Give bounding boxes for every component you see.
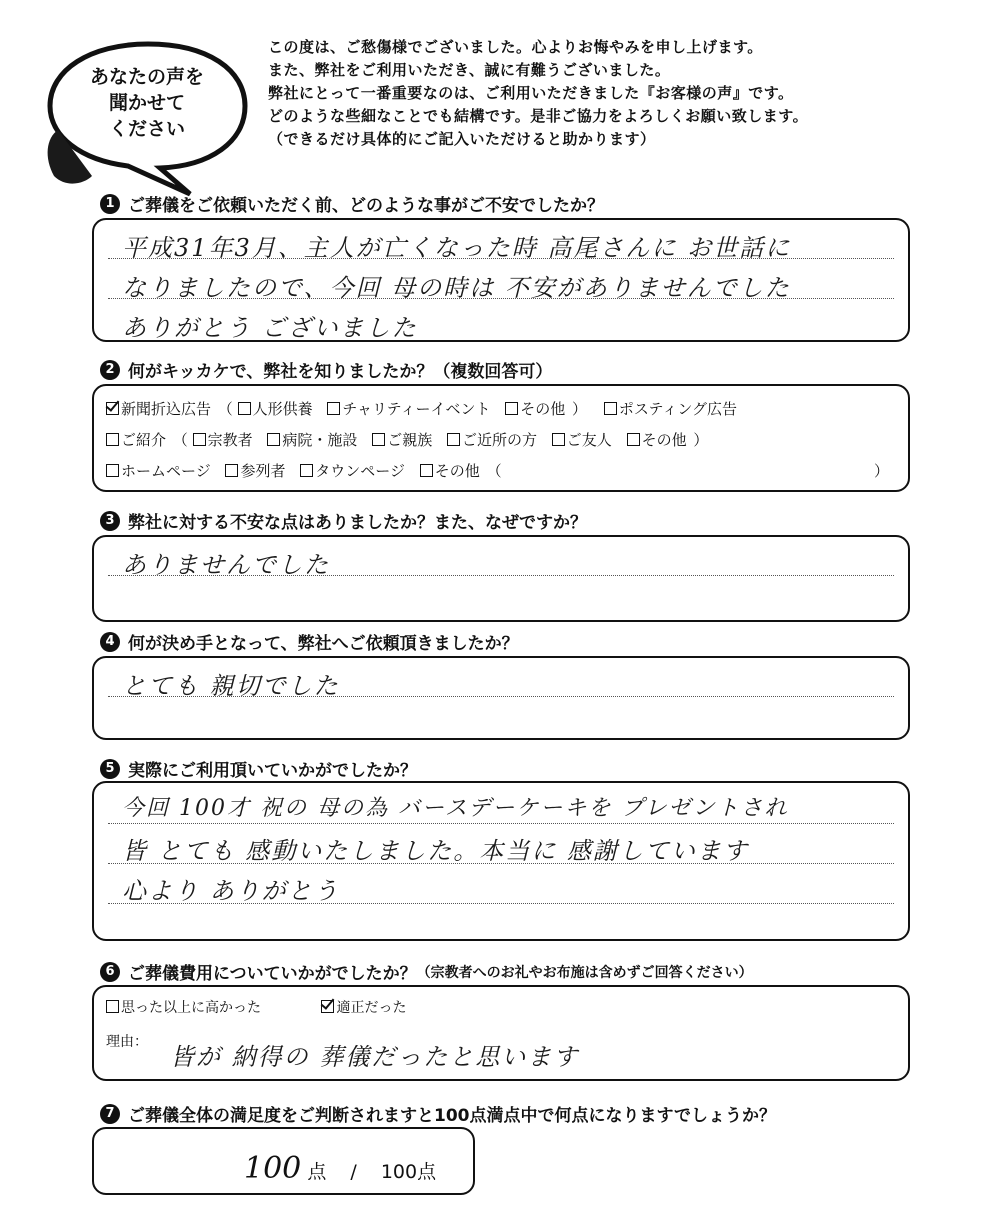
options-row-1 [106,398,747,419]
checkbox-icon[interactable] [300,464,313,477]
paren-open: （ [217,400,233,418]
question-number: 2 [100,360,120,380]
handwritten-answer: 今回 100才 祝の 母の為 バースデーケーキを プレゼントされ [122,796,789,821]
question-text: 実際にご利用頂いていかがでしたか？ [128,761,417,781]
option-posting-ad[interactable]: ポスティング広告 [604,398,737,419]
option-doll-memorial[interactable]: 人形供養 [238,398,313,419]
question-number: 5 [100,759,120,779]
intro-line: （できるだけ具体的にご記入いただけると助かります） [268,130,656,148]
intro-line: また、弊社をご利用いただき、誠に有難うございました。 [268,61,671,79]
handwritten-score[interactable]: 100 [244,1151,302,1186]
option-referral[interactable]: ご紹介 [106,429,166,450]
question-number: 3 [100,511,120,531]
handwritten-answer: ありがとう ございました [122,314,418,342]
question-number: 4 [100,632,120,652]
checkbox-icon[interactable] [238,402,251,415]
checkbox-icon[interactable] [225,464,238,477]
option-other-referral[interactable]: その他 [627,429,687,450]
handwritten-answer: 皆 とても 感動いたしました。本当に 感謝しています [122,837,749,865]
checkbox-icon[interactable] [505,402,518,415]
option-relatives[interactable]: ご親族 [372,429,432,450]
checkbox-icon[interactable] [552,433,565,446]
question-text: 弊社に対する不安な点はありましたか？また、なぜですか？ [128,513,587,533]
reason-label: 理由： [106,1034,148,1050]
option-homepage[interactable]: ホームページ [106,460,211,481]
option-townpage[interactable]: タウンページ [300,460,405,481]
intro-line: この度は、ご愁傷様でございました。心よりお悔やみを申し上げます。 [268,38,763,56]
handwritten-answer: 平成31年3月、主人が亡くなった時 高尾さんに お世話に [122,234,792,262]
option-friends[interactable]: ご友人 [552,429,612,450]
bubble-line: ください [108,118,185,140]
cost-options [106,997,416,1017]
question-1 [100,191,604,216]
checkbox-checked-icon[interactable] [321,1000,334,1013]
question-7 [100,1101,776,1126]
checkbox-icon[interactable] [267,433,280,446]
checkbox-icon[interactable] [420,464,433,477]
question-number: 7 [100,1104,120,1124]
checkbox-icon[interactable] [627,433,640,446]
score-unit: 点 [307,1161,327,1183]
handwritten-answer: とても 親切でした [122,672,340,700]
paren-close: ） [693,431,709,449]
option-neighbors[interactable]: ご近所の方 [447,429,537,450]
question-5 [100,756,417,781]
options-row-3 [106,460,502,481]
answer-box-5[interactable] [92,781,910,941]
question-text: 何が決め手となって、弊社へご依頼頂きましたか？ [128,634,519,654]
checkbox-checked-icon[interactable] [106,402,119,415]
option-hospital[interactable]: 病院・施設 [267,429,357,450]
answer-box-6 [92,985,910,1081]
score-slash: / [350,1161,357,1183]
handwritten-reason[interactable]: 皆が 納得の 葬儀だったと思います [170,1043,580,1071]
intro-line: どのような些細なことでも結構です。是非ご協力をよろしくお願い致します。 [268,107,809,125]
intro-line: 弊社にとって一番重要なのは、ご利用いただきました『お客様の声』です。 [268,84,794,102]
handwritten-answer: ありませんでした [122,551,330,579]
question-number: 1 [100,194,120,214]
checkbox-icon[interactable] [106,433,119,446]
answer-box-4[interactable] [92,656,910,740]
paren-close: ） [572,400,588,418]
checkbox-icon[interactable] [106,464,119,477]
score-box[interactable] [92,1127,475,1195]
checkbox-icon[interactable] [106,1000,119,1013]
question-note: （宗教者へのお礼やお布施は含めずご回答ください） [416,964,753,981]
question-text: ご葬儀費用についていかがでしたか？ [128,964,417,984]
option-more-expensive[interactable]: 思った以上に高かった [106,997,261,1017]
score-line [244,1151,436,1186]
options-box-2 [92,384,910,492]
question-text: ご葬儀全体の満足度をご判断されますと100点満点中で何点になりますでしょうか？ [128,1106,776,1126]
option-charity-event[interactable]: チャリティーイベント [327,398,490,419]
option-newspaper[interactable]: 新聞折込広告 [106,398,211,419]
option-religious[interactable]: 宗教者 [193,429,253,450]
question-number: 6 [100,962,120,982]
paren-open: （ [486,462,502,480]
question-2 [100,357,552,382]
question-4 [100,629,519,654]
checkbox-icon[interactable] [327,402,340,415]
intro-text [268,36,808,151]
checkbox-icon[interactable] [447,433,460,446]
bubble-line: あなたの声を [89,66,204,88]
question-text: ご葬儀をご依頼いただく前、どのような事がご不安でしたか？ [128,196,604,216]
options-row-2 [106,429,708,450]
bubble-line: 聞かせて [108,92,185,114]
option-other[interactable]: その他 [420,460,480,481]
bubble-heading [62,64,232,142]
question-text: 何がキッカケで、弊社を知りましたか？（複数回答可） [128,362,553,382]
checkbox-icon[interactable] [193,433,206,446]
handwritten-answer: なりましたので、今回 母の時は 不安がありませんでした [122,274,791,302]
handwritten-answer: 心より ありがとう [122,877,340,905]
answer-box-3[interactable] [92,535,910,622]
question-6 [100,959,753,984]
checkbox-icon[interactable] [372,433,385,446]
answer-box-1[interactable] [92,218,910,342]
score-max: 100点 [380,1161,437,1183]
option-other-ad[interactable]: その他 [505,398,565,419]
option-attendee[interactable]: 参列者 [225,460,285,481]
question-3 [100,508,587,533]
checkbox-icon[interactable] [604,402,617,415]
paren-close: ） [874,462,890,480]
paren-open: （ [172,431,188,449]
option-appropriate[interactable]: 適正だった [321,997,406,1017]
